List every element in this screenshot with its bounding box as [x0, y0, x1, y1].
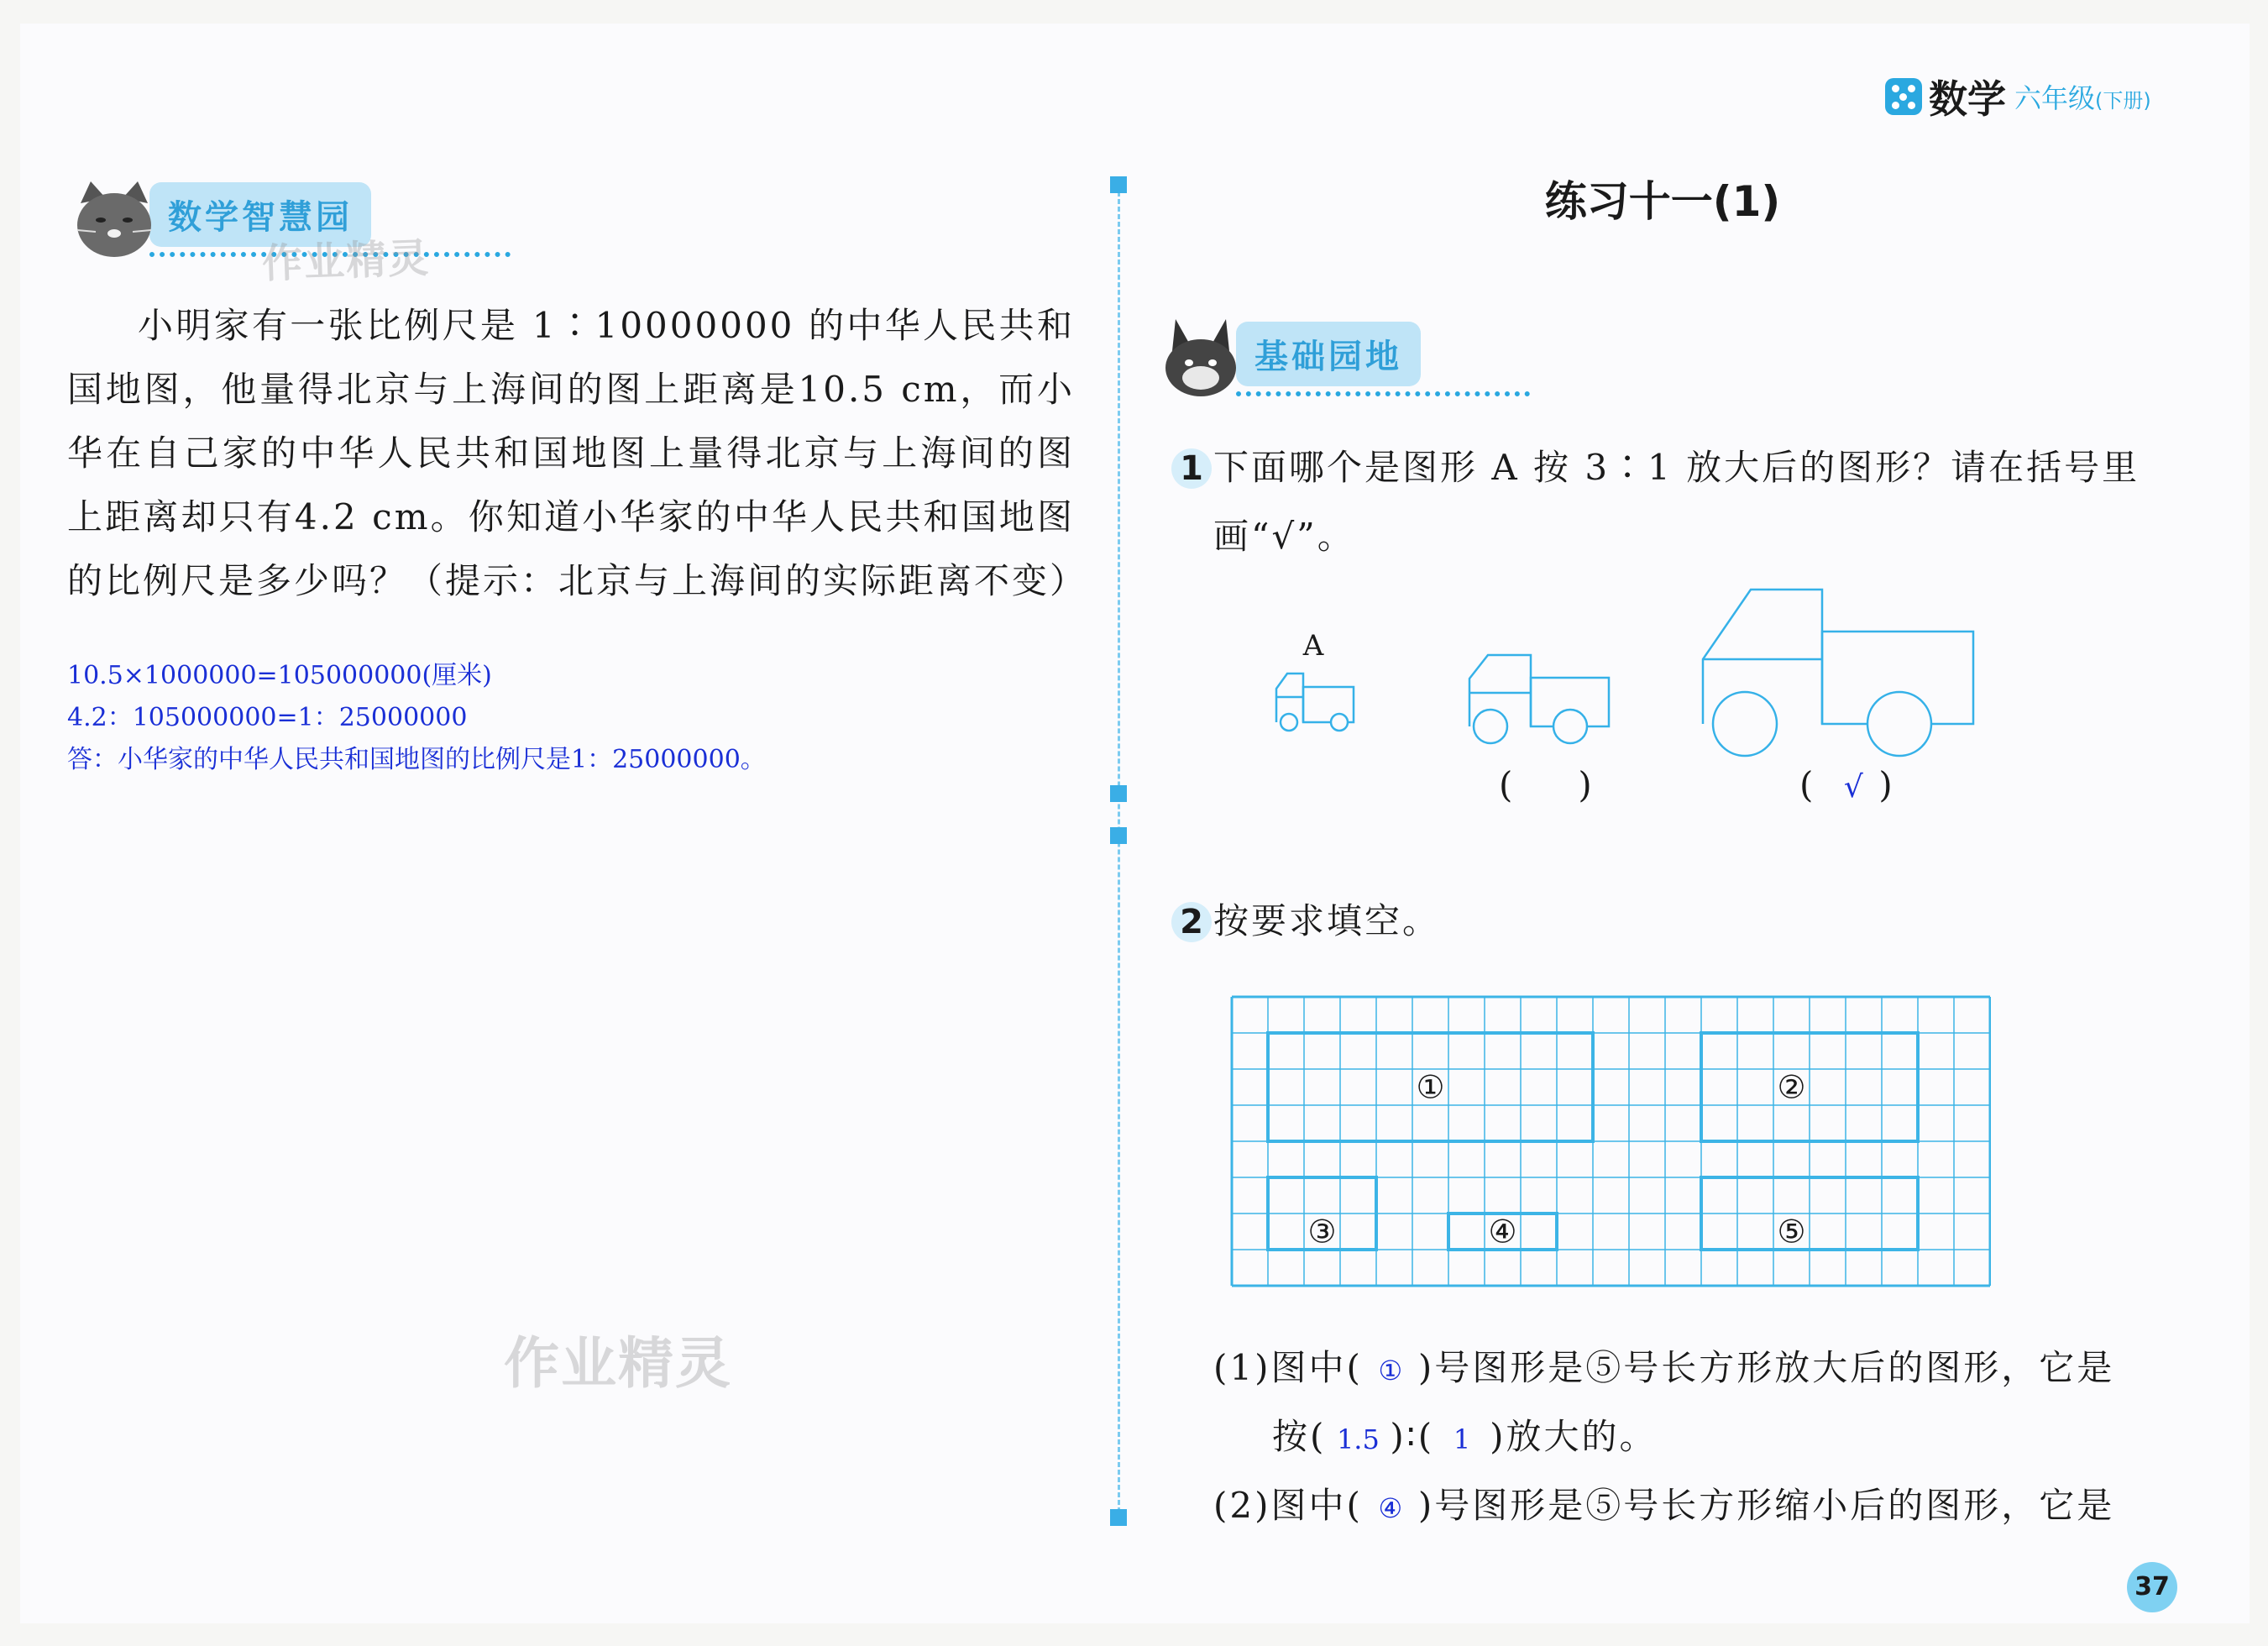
section-title: 基础园地: [1236, 322, 1421, 386]
q1-option-large-paren[interactable]: ( √ ): [1799, 764, 1908, 805]
q2-sub2-answer[interactable]: ④: [1378, 1492, 1403, 1524]
q2-sub2-text: )号图形是⑤号长方形缩小后的图形，它是: [1417, 1485, 2115, 1526]
q2-sub1b-suffix: )放大的。: [1490, 1416, 1658, 1457]
grid-label-2: ②: [1777, 1068, 1806, 1106]
divider-marker: [1110, 1509, 1127, 1526]
question-1-text: 下面哪个是图形 A 按 3∶1 放大后的图形？请在括号里画“√”。: [1213, 447, 2140, 557]
grade-label: [2014, 77, 2151, 116]
section-title: 数学智慧园: [149, 182, 371, 247]
dice-logo-icon: [1885, 78, 1922, 115]
question-1-number: 1: [1171, 448, 1212, 489]
grid-label-4: ④: [1488, 1213, 1517, 1250]
divider-marker: [1110, 785, 1127, 802]
rabbit-mascot-icon: [1160, 317, 1241, 398]
problem-text: [67, 294, 1088, 613]
answer-line-1: 10.5×1000000=105000000(厘米): [67, 661, 492, 690]
grid-label-1: ①: [1416, 1068, 1445, 1106]
grid-label-5: ⑤: [1777, 1213, 1806, 1250]
q2-sub1-prefix: (1)图中(: [1213, 1347, 1363, 1388]
q2-sub2-line1: [1213, 1471, 2114, 1543]
divider-marker: [1110, 827, 1127, 844]
figure-a-label: A: [1302, 629, 1324, 663]
q1-option-medium-paren[interactable]: ( ): [1499, 764, 1607, 805]
problem-paragraph: 小明家有一张比例尺是 1∶10000000 的中华人民共和国地图，他量得北京与上海间的图上距离是10.5 cm，而小华在自己家的中华人民共和国地图上量得北京与上海间的图上距离却只有4.2 cm。你知道小华家的中华人民共和国地图的比例尺是多少吗？（提示：北京与上海间的实际距离不变）: [67, 305, 1088, 601]
page-divider: [1118, 176, 1120, 1520]
cat-mascot-icon: [74, 178, 155, 259]
q2-sub1-answer[interactable]: ①: [1378, 1355, 1403, 1387]
truck-large-icon: [1703, 590, 1973, 756]
truck-medium-icon: [1469, 655, 1609, 743]
q2-sub1-line1: [1213, 1334, 2114, 1405]
volume-label: (下册): [2095, 89, 2151, 113]
truck-figures: [1260, 579, 1998, 773]
question-2-text: 按要求填空。: [1213, 900, 1441, 941]
watermark-large: 作业精灵: [504, 1331, 732, 1396]
q2-sub1-text: )号图形是⑤号长方形放大后的图形，它是: [1417, 1347, 2115, 1388]
answer-line-2: 4.2：105000000=1：25000000: [67, 703, 468, 732]
grid-label-3: ③: [1307, 1213, 1337, 1250]
q2-sub1b-answer2[interactable]: 1: [1453, 1423, 1471, 1455]
square-grid: [1230, 995, 1991, 1297]
brand-title: 数学: [1929, 76, 2006, 122]
section-banner-basics: [1160, 317, 1421, 398]
truck-a-icon: [1276, 629, 1354, 731]
divider-marker: [1110, 176, 1127, 193]
q2-sub1b-answer1[interactable]: 1.5: [1336, 1423, 1380, 1455]
page-number: 37: [2127, 1562, 2177, 1612]
q2-sub1-line2: [1272, 1402, 1657, 1474]
dotted-underline: [1236, 391, 1530, 396]
answer-line-3: 答：小华家的中华人民共和国地图的比例尺是1：25000000。: [67, 745, 766, 774]
question-2-number: 2: [1171, 902, 1212, 942]
q1-option-large-answer: √: [1843, 770, 1863, 805]
grade-text: 年级: [2041, 82, 2096, 114]
q2-sub1b-prefix: 按(: [1272, 1416, 1327, 1457]
q2-sub1b-mid: )∶(: [1390, 1416, 1435, 1457]
watermark: 作业精灵: [261, 234, 432, 288]
q2-sub2-prefix: (2)图中(: [1213, 1485, 1363, 1526]
brand-header: [1885, 71, 2151, 122]
exercise-title: 练习十一(1): [1544, 177, 1781, 226]
grade-digit: 六: [2014, 82, 2042, 114]
